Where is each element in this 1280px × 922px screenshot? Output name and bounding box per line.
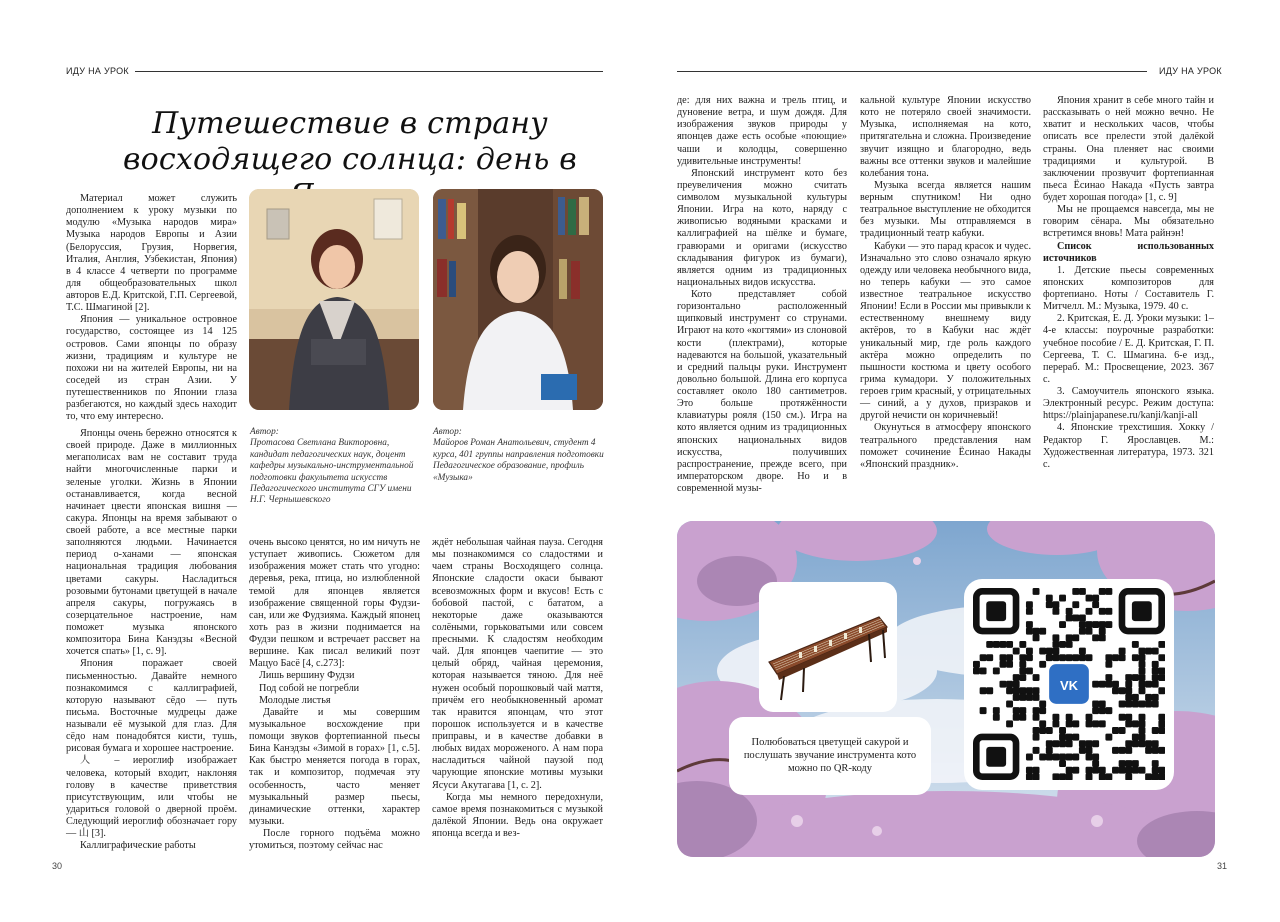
reference-3: 3. Самоучитель японского языка. Электронный ресурс. Режим доступа: https://plainjapanese.ru/kanji/kanji-all <box>1043 386 1214 422</box>
running-header-right: ИДУ НА УРОК <box>1159 66 1222 76</box>
author-caption-1 <box>250 427 422 507</box>
intro-paragraph-2: Япония — уникальное островное государство, состоящее из 14 125 островов. Сами японцы по образу жизни, традициям и культуре не похожи ни на жителей Европы, ни на соседей из стран Азии. У путешественников по Японии глаза разбегаются, но каждый здесь находит то, что ему интересно. <box>66 314 237 423</box>
running-header-left: ИДУ НА УРОК <box>66 66 129 76</box>
rcol2-paragraph-0: кальной культуре Японии искусство кото не потеряло своей значимости. Музыка, исполняемая на кото, притягательна и сложна. Произведение звучит изящно и благородно, ведь важны все оттенки звуков и малейшие колебания тона. <box>860 95 1031 179</box>
page-number-left: 30 <box>52 861 63 871</box>
title-line-2: восходящего солнца: день в <box>123 142 577 177</box>
header-rule-left <box>135 71 603 72</box>
rcol3-paragraph-0: Япония хранит в себе много тайн и рассказывать о ней можно вечно. Не хватит и нескольких часов, чтобы описать все прелести этой далёкой страны. Она пленяет нас своими традициями и культурой. В заключении прозвучит фортепианная пьеса Ёсинао Накада «Пусть завтра будет хорошая погода» [1, с. 9] <box>1043 95 1214 203</box>
header-rule-right <box>677 71 1147 72</box>
col1-paragraph-4: Каллиграфические работы <box>80 840 196 852</box>
title-line-1: Путешествие в страну <box>152 106 548 141</box>
qr-code-card[interactable] <box>964 579 1174 790</box>
col1-paragraph-3: 人 – иероглиф изображает человека, который входит, наклоняя голову в качестве приветствия присутствующим, или чтобы не удариться головой о дверной проём. Следующий иероглиф обозначает гору — 山 [3]. <box>66 755 237 840</box>
author-label-1: Автор: <box>250 427 279 437</box>
references-title: Список использованных источников <box>1043 240 1214 264</box>
col2-paragraph-2: Давайте и мы совершим музыкальное восхождение при помощи звуков фортепианной пьесы Бина Канэдзы «Зимой в горах» [1, с.5]. Как быстро меняется погода в горах, так и композитор, подмечая эту особенность, часто меняет музыкальный размер пьесы, динамические оттенки, характер музыки. <box>249 706 420 827</box>
author-label-2: Автор: <box>433 427 462 437</box>
left-column-2 <box>249 537 420 852</box>
author-text-2: Майоров Роман Анатольевич, студент 4 курса, 401 группы направления подготовки Педагогическое образование, профиль «Музыка» <box>433 438 604 483</box>
rcol1-paragraph-2: Кото представляет собой горизонтально расположенный щипковый инструмент со струнами. Играют на кото «когтями» из слоновой кости (плектрами), которые надеваются на большой, указательный и средний пальцы руки. Инструмент довольно большой. Длина его корпуса составляет около 180 сантиметров. Это больше протяжённости клавиатуры рояля (150 см.). Игра на кото является одним из традиционных японских национальных видов искусства, получивших распространение, прежде всего, при императорском дворе. Но и в современной музы- <box>677 289 847 494</box>
rcol2-paragraph-3: Окунуться в атмосферу японского театрального представления нам поможет сочинение Ёсинао Накады «Японский праздник». <box>860 422 1031 470</box>
author-caption-2 <box>433 427 605 484</box>
rcol2-paragraph-1: Музыка всегда является нашим верным спутником! Ни одно театральное выступление не обходится без музыки. Мы отправляемся в традиционный театр кабуки. <box>860 179 1031 240</box>
col3-paragraph-2: Когда мы немного передохнули, самое время познакомиться с музыкой далёкой Японии. Ведь она окружает японца всегда и вез- <box>432 791 603 839</box>
col3-paragraph-1: ждёт небольшая чайная пауза. Сегодня мы познакомимся со сладостями и чаем страны Восходящего солнца. Японские сладости окаси бывают всевозможных форм и вкусов! Есть с бобовой пастой, с бататом, а некоторые даже оказываются солёными, горьковатыми или совсем пресными. К сладостям необходим чай. Для японцев чаепитие — это целый обряд, чайная церемония, которая называется тяною. Для неё нужен особый порошковый чай маття, причём его необыкновенный аромат так нравится японцам, что этот порошок используется и в качестве приправы, и в качестве добавки в любых видах мороженого. А нам пора насладиться чайной паузой под чарующие японские мотивы музыки Ясуси Акутагава [1, с. 2]. <box>432 537 603 791</box>
intro-column <box>66 193 237 423</box>
right-column-1 <box>677 95 847 495</box>
reference-4: 4. Японские трехстишия. Хокку / Редактор Г. Ярославцев. М.: Художественная литература, 1973. 321 с. <box>1043 422 1214 470</box>
vk-logo-text: VK <box>1059 677 1079 693</box>
col2-paragraph-3: После горного подъёма можно утомиться, поэтому сейчас нас <box>249 828 420 852</box>
intro-paragraph-1: Материал может служить дополнением к уроку музыки по модулю «Музыка народов мира» Музыка народов Европы и Азии (Белоруссия, Грузия, Норвегия, Италия, Англия, Узбекистан, Япония) в 4 классе 4 четверти по программе для общеобразовательных школ авторов Е.Д. Критской, Г.П. Сергеевой, Т.С. Шмагиной [2]. <box>66 193 237 314</box>
rcol1-paragraph-1: Японский инструмент кото без преувеличения можно считать символом музыкальной культуры Японии. Игра на кото, наряду с живописью водяными красками и каллиграфией на шёлке и бумаге, гравюрами и оригами (искусство складывания фигурок из бумаги), является одним из традиционных национальных видов искусства. <box>677 167 847 288</box>
qr-code[interactable] <box>973 588 1165 780</box>
col1-paragraph-2: Япония поражает своей письменностью. Давайте немного познакомимся с каллиграфией, которую называют сёдо — путь письма. Восточные мудрецы даже называли её музыкой для глаз. Для сёдо нам понадобятся кисти, тушь, рисовая бумага и хорошее настроение. <box>66 658 237 755</box>
page-number-right: 31 <box>1217 861 1228 871</box>
author-photo-mayorov <box>433 189 603 410</box>
rcol1-paragraph-0: де: для них важна и трель птиц, и дуновение ветра, и шум дождя. Для изображения звуков природы у японцев даже есть особые «поющие» чаши и колодцы, совершенно удивительные инструменты! <box>677 95 847 167</box>
reference-2: 2. Критская, Е. Д. Уроки музыки: 1–4-е классы: поурочные разработки: учебное пособие / Е. Д. Критская, Г. П. Сергеева, Т. С. Шмагина. 6-е изд., перераб. М.: Просвещение, 2023. 367 с. <box>1043 313 1214 385</box>
koto-image-card <box>759 582 897 712</box>
left-column-1 <box>66 428 237 852</box>
reference-1: 1. Детские пьесы современных японских композиторов для фортепиано. Ноты / Составитель Г. Митчелл. М.: Музыка, 1979. 40 с. <box>1043 264 1214 313</box>
poem-line-1: Лишь вершину Фудзи <box>259 670 355 682</box>
col2-paragraph-1: очень высоко ценятся, но им ничуть не уступает живопись. Сюжетом для изображения может стать что угодно: деревья, река, птица, но излюбленной темой для японцев является изображение священной горы Фудзи-сан, или же Фудзияма. Каждый японец хоть раз в жизни поднимается на Фудзи пешком и встречает рассвет на вершине. Как писал великий поэт Мацуо Басё [4, с.273]: <box>249 537 420 670</box>
promo-caption: Полюбоваться цветущей сакурой и послушать звучание инструмента кото можно по QR-коду <box>729 717 931 795</box>
rcol2-paragraph-2: Кабуки — это парад красок и чудес. Изначально это слово означало яркую одежду или человека необычного вида, но теперь кабуки — это самое известное театральное искусство Японии! Если в России мы привыкли к естественному внешнему виду актёров, то в Кабуки нас ждёт уникальный мир, где роль каждого актёра можно определить по пышности костюма и цвету особого грима кумадори. У положительных героев грим красный, у отрицательных — синий, а у духов, призраков и другой нечисти он коричневый! <box>860 240 1031 422</box>
left-column-3 <box>432 537 603 840</box>
poem-line-3: Молодые листья <box>259 694 331 706</box>
right-column-3 <box>1043 95 1214 471</box>
rcol3-paragraph-1: Мы не прощаемся навсегда, мы не говорим сёнара. Мы обязательно встретимся вновь! Мата райнэн! <box>1043 204 1214 240</box>
author-photo-protasova <box>249 189 419 410</box>
col1-paragraph-1: Японцы очень бережно относятся к своей природе. Даже в миллионных мегаполисах вам не составит труда найти многочисленные парки и зеленые уголки. Жизнь в Японии останавливается, когда весной начинает цвести японская вишня — сакура. Японцы на время забывают о своей работе, а все местные парки заполняются людьми. Начинается период о-ханами — японская национальная традиция любования цветами сакуры. Насладиться розовыми бутонами цветущей в начале апреля сакуры, погружаясь в созерцательное настроение, нам поможет музыка японского композитора Бина Канэдзы «Весной хочется спать» [1, с. 9]. <box>66 428 237 658</box>
author-text-1: Протасова Светлана Викторовна, кандидат педагогических наук, доцент кафедры музыкально-инструментальной подготовки факультета искусств Педагогического института СГУ имени Н.Г. Чернышевского <box>250 438 414 506</box>
koto-instrument-illustration <box>759 582 897 712</box>
right-column-2 <box>860 95 1031 471</box>
sakura-promo-block <box>677 521 1215 857</box>
poem-line-2: Под собой не погребли <box>259 682 360 694</box>
